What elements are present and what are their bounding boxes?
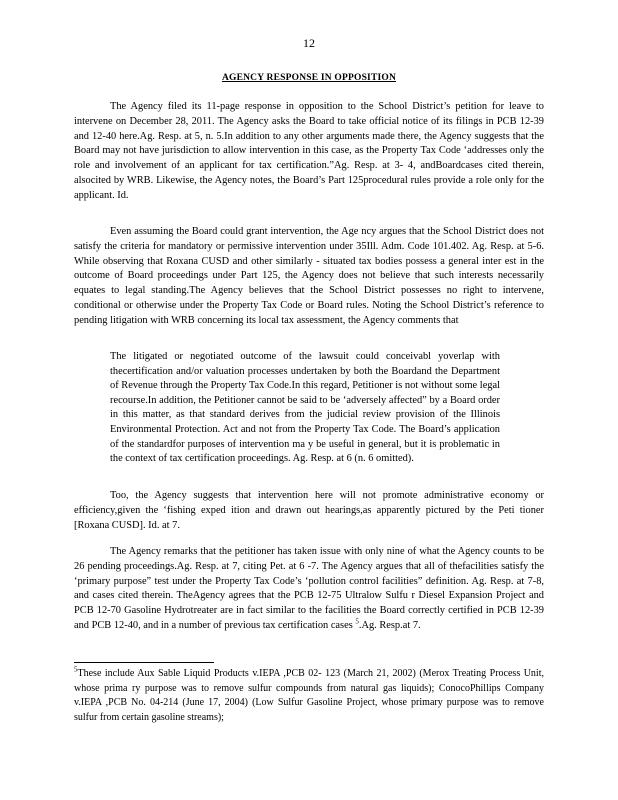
block-quote-text: The litigated or negotiated outcome of the lawsuit could conceivabl yoverlap with thecertification and/or valuation processes undertaken by both the Boardand the Department of Revenue through the Property Tax Code.In this regard, Petitioner is not without some legal recourse.In addition, the Petitioner cannot be said to be ‘adversely affected” by a Board order in this matter, as that standard derives from the judicial review provision of the Illinois Environmental Protection. Act and not from the Property Tax Code. The Board’s application of the standardfor purposes of intervention ma y be useful in general, but it is problematic in the context of tax certification proceedings. Ag. Resp. at 6 (n. 6 omitted). — [110, 351, 500, 465]
paragraph-primary-purpose-citation: .Ag. Resp.at 7. — [358, 619, 421, 631]
section-heading — [0, 73, 618, 83]
footnote-marker: 5 — [74, 665, 78, 674]
footnote-reference: 5 — [355, 617, 359, 626]
paragraph-agency-filing: The Agency filed its 11-page response in opposition to the School District’s petition for leave to intervene on December 28, 2011. The Agency asks the Board to take official notice of its filings in PCB 12-39 and 12-40 here.Ag. Resp. at 5, n. 5.In addition to any other arguments made there, the Agency suggests that the Board may not have jurisdiction to allow intervention in this case, as the Property Tax Code ‘addresses only the role and involvement of an applicant for tax certification.”Ag. Resp. at 3- 4, andBoardcases cited therein, alsocited by WRB. Likewise, the Agency notes, the Board’s Part 125procedural rules provide a role only for the applicant. Id. — [74, 101, 544, 201]
paragraph-intervention-criteria: Even assuming the Board could grant intervention, the Age ncy argues that the School District does not satisfy the criteria for mandatory or permissive intervention under 35Ill. Adm. Code 101.402. Ag. Resp. at 5-6. While observing that Roxana CUSD and other similarly - situated tax bodies possess a general inter est in the outcome of Board proceedings under Part 125, the Agency does not believe that such interests necessarily equates to legal standing.The Agency believes that the School District possesses no right to intervene, conditional or otherwise under the Property Tax Code or Board rules. Noting the School District’s reference to pending litigation with WRB concerning its local tax assessment, the Agency comments that — [74, 226, 544, 326]
paragraph-primary-purpose — [74, 545, 544, 634]
paragraph-block — [74, 489, 544, 533]
section-heading-text: AGENCY RESPONSE IN OPPOSITION — [221, 73, 397, 83]
footnote-text-block — [74, 667, 544, 725]
paragraph-block — [74, 225, 544, 329]
footnote-divider — [74, 662, 214, 663]
footnote-text: These include Aux Sable Liquid Products v.IEPA ,PCB 02- 123 (March 21, 2002) (Merox Treating Process Unit, whose prima ry purpose was to remove sulfur compounds from natural gas liquids); ConocoPhillips Company v.IEPA ,PCB No. 04-214 (June 17, 2004) (Low Sulfur Gasoline Project, whose primary purpose was to remove sulfur from certain gasoline streams); — [74, 668, 544, 723]
page-number: 12 — [303, 36, 315, 50]
paragraph-economy: Too, the Agency suggests that intervention here will not promote administrative economy or efficiency,given the ‘fishing exped ition and drawn out hearings,as apparently pictured by the Peti tioner [Roxana CUSD]. Id. at 7. — [74, 490, 544, 531]
footnote — [74, 667, 544, 725]
paragraph-primary-purpose-text: The Agency remarks that the petitioner has taken issue with only nine of what the Agency counts to be 26 pending proceedings.Ag. Resp. at 7, citing Pet. at 6 -7. The Agency argues that all of thefacilities satisfy the ‘primary purpose” test under the Property Tax Code’s ‘pollution control facilities” definition. Ag. Resp. at 7-8, and cases cited therein. TheAgency agrees that the PCB 12-75 Ultralow Sulfu r Diesel Expansion Project and PCB 12-70 Gasoline Hydrotreater are in fact similar to the facilities the Board correctly certified in PCB 12-39 and PCB 12-40, and in a number of previous tax certification cases — [74, 546, 544, 631]
block-quote — [110, 350, 500, 467]
paragraph-block — [74, 100, 544, 204]
paragraph-block — [74, 545, 544, 634]
